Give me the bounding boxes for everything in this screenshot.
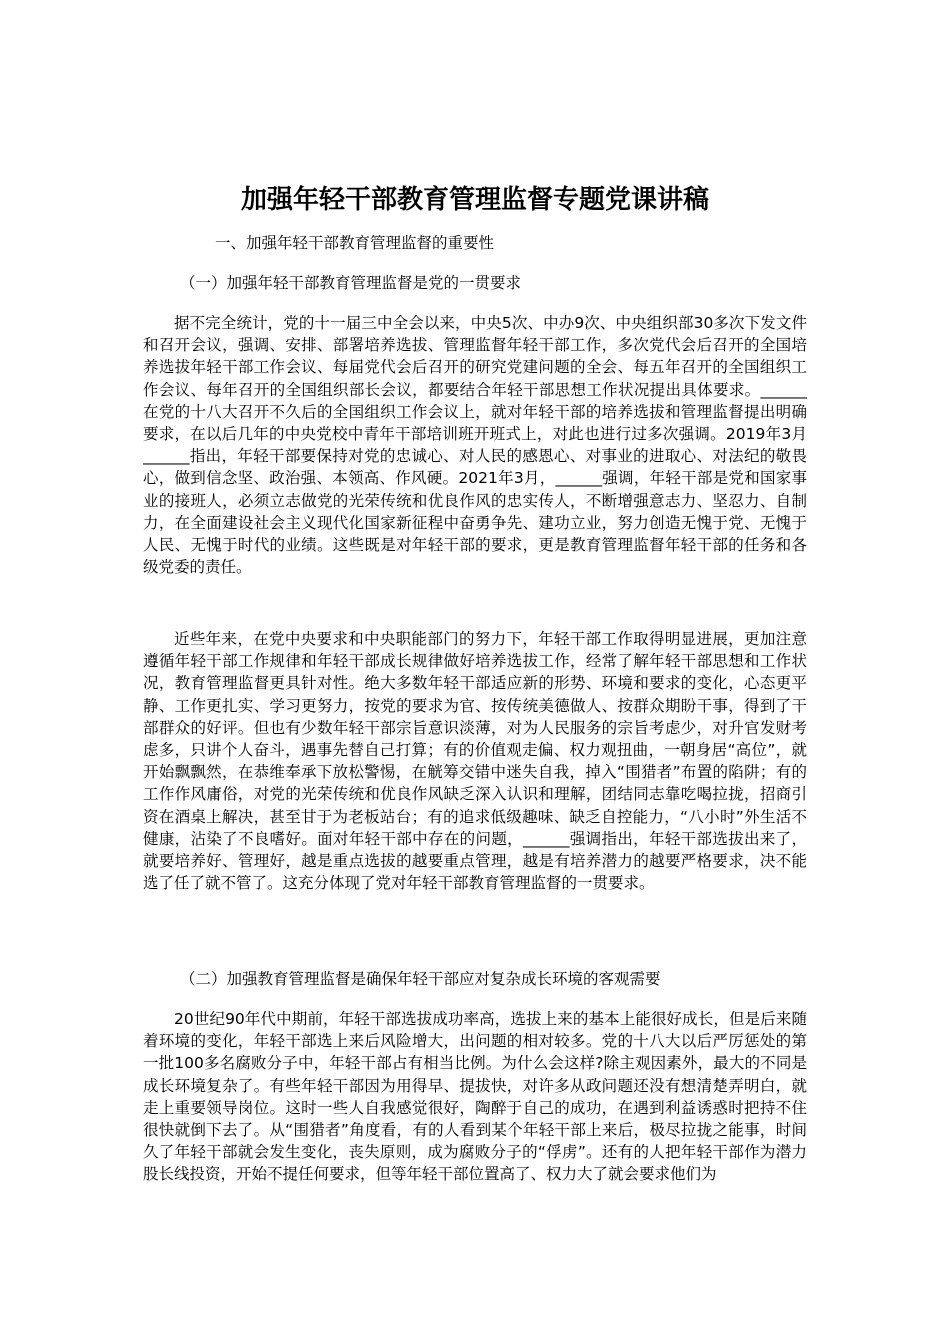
subsection-heading-2: （二）加强教育管理监督是确保年轻干部应对复杂成长环境的客观需要 (180, 970, 661, 988)
paragraph-1: 据不完全统计，党的十一届三中全会以来，中央5次、中办9次、中央组织部30多次下发文件和召开会议，强调、安排、部署培养选拔、管理监督年轻干部工作，多次党代会后召开的全国培养选拔年轻干部工作会议、每届党代会后召开的研究党建问题的全会、每五年召开的全国组织工作会议、每年召开的全国组织部长会议，都要结合年轻干部思想工作状况提出具体要求。______在党的十八大召开不久后的全国组织工作会议上，就对年轻干部的培养选拔和管理监督提出明确要求，在以后几年的中央党校中青年干部培训班开班式上，对此也进行过多次强调。2019年3月______指出，年轻干部要保持对党的忠诚心、对人民的感恩心、对事业的进取心、对法纪的敬畏心，做到信念坚、政治强、本领高、作风硬。2021年3月，______强调，年轻干部是党和国家事业的接班人，必须立志做党的光荣传统和优良作风的忠实传人，不断增强意志力、坚忍力、自制力，在全面建设社会主义现代化国家新征程中奋勇争先、建功立业，努力创造无愧于党、无愧于人民、无愧于时代的业绩。这些既是对年轻干部的要求，更是教育管理监督年轻干部的任务和各级党委的责任。 (143, 314, 807, 577)
section-heading-1: 一、加强年轻干部教育管理监督的重要性 (215, 234, 495, 252)
paragraph-2: 近些年来，在党中央要求和中央职能部门的努力下，年轻干部工作取得明显进展，更加注意遵循年轻干部工作规律和年轻干部成长规律做好培养选拔工作，经常了解年轻干部思想和工作状况，教育管理监督更具针对性。绝大多数年轻干部适应新的形势、环境和要求的变化，心态更平静、工作更扎实、学习更努力，按党的要求为官、按传统美德做人、按群众期盼干事，得到了干部群众的好评。但也有少数年轻干部宗旨意识淡薄，对为人民服务的宗旨考虑少，对升官发财考虑多，只讲个人奋斗，遇事先替自己打算；有的价值观走偏、权力观扭曲，一朝身居“高位”，就开始飘飘然，在恭维奉承下放松警惕，在觥筹交错中迷失自我，掉入“围猎者”布置的陷阱；有的工作作风庸俗，对党的光荣传统和优良作风缺乏深入认识和理解，团结同志靠吃喝拉拢，招商引资在酒桌上解决，甚至甘于为老板站台；有的追求低级趣味、缺乏自控能力，“八小时”外生活不健康，沾染了不良嗜好。面对年轻干部中存在的问题，______强调指出，年轻干部选拔出来了，就要培养好、管理好，越是重点选拔的越要重点管理，越是有培养潜力的越要严格要求，决不能选了任了就不管了。这充分体现了党对年轻干部教育管理监督的一贯要求。 (143, 630, 807, 893)
subsection-heading-1: （一）加强年轻干部教育管理监督是党的一贯要求 (180, 274, 522, 292)
document-title: 加强年轻干部教育管理监督专题党课讲稿 (240, 185, 709, 215)
paragraph-3: 20世纪90年代中期前，年轻干部选拔成功率高，选拔上来的基本上能很好成长，但是后来随着环境的变化，年轻干部选上来后风险增大，出问题的相对较多。党的十八大以后严厉惩处的第一批100多名腐败分子中，年轻干部占有相当比例。为什么会这样?除主观因素外，最大的不同是成长环境复杂了。有些年轻干部因为用得早、提拔快，对许多从政问题还没有想清楚弄明白，就走上重要领导岗位。这时一些人自我感觉很好，陶醉于自己的成功，在遇到利益诱惑时把持不住很快就倒下去了。从“围猎者”角度看，有的人看到某个年轻干部上来后，极尽拉拢之能事，时间久了年轻干部就会发生变化，丧失原则，成为腐败分子的“俘虏”。还有的人把年轻干部作为潜力股长线投资，开始不提任何要求，但等年轻干部位置高了、权力大了就会要求他们为 (143, 1010, 807, 1184)
